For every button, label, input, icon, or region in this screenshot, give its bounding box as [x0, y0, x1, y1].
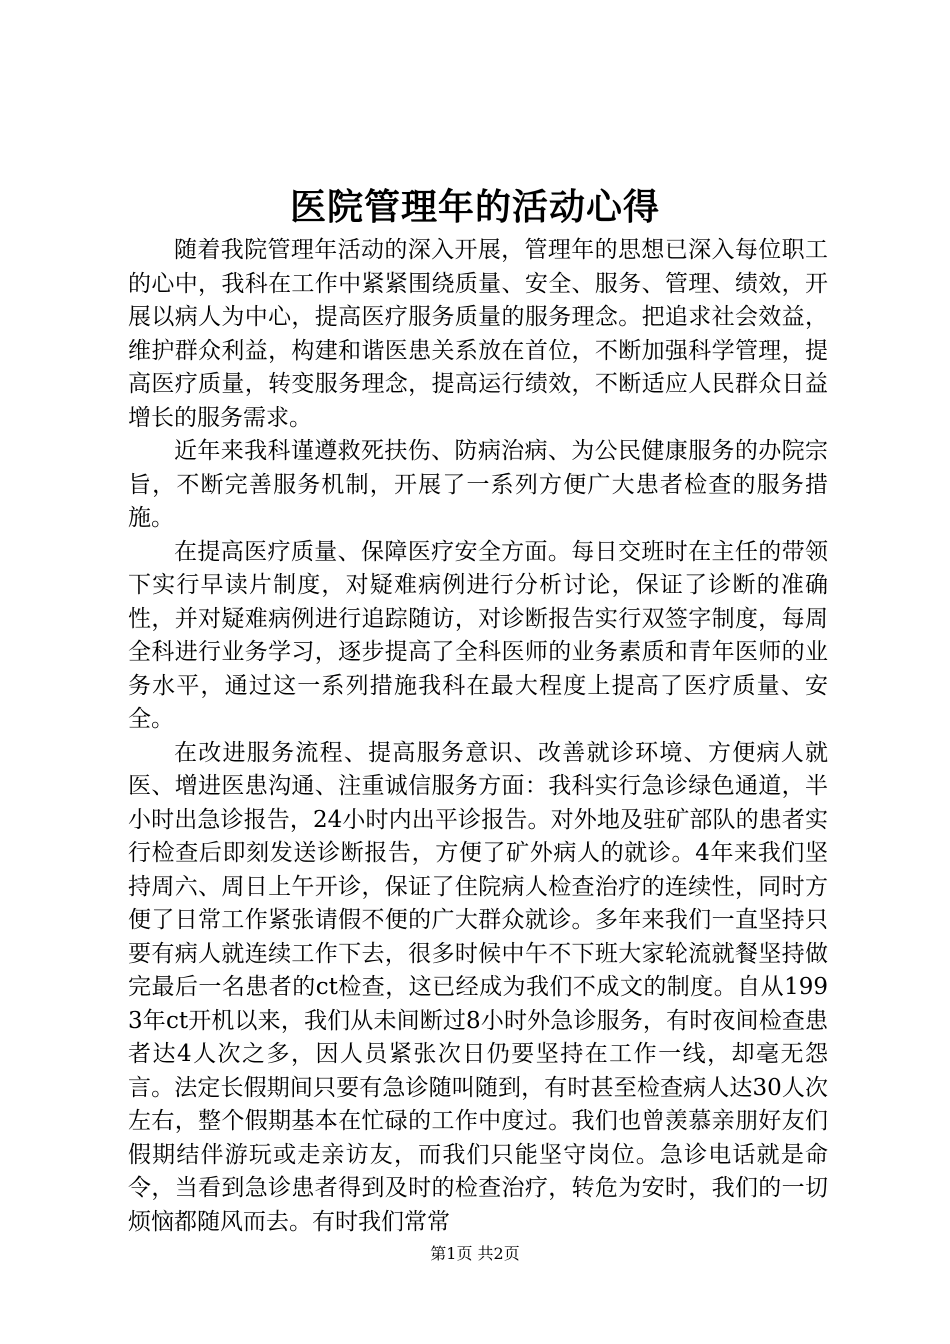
document-body	[128, 234, 828, 1239]
paragraph-mission: 近年来我科谨遵救死扶伤、防病治病、为公民健康服务的办院宗旨，不断完善服务机制，开展了一系列方便广大患者检查的服务措施。	[128, 438, 828, 531]
paragraph-service: 在改进服务流程、提高服务意识、改善就诊环境、方便病人就医、增进医患沟通、注重诚信服务方面：我科实行急诊绿色通道，半小时出急诊报告，24小时内出平诊报告。对外地及驻矿部队的患者实行检查后即刻发送诊断报告，方便了矿外病人的就诊。4年来我们坚持周六、周日上午开诊，保证了住院病人检查治疗的连续性，同时方便了日常工作紧张请假不便的广大群众就诊。多年来我们一直坚持只要有病人就连续工作下去，很多时候中午不下班大家轮流就餐坚持做完最后一名患者的ct检查，这已经成为我们不成文的制度。自从1993年ct开机以来，我们从未间断过8小时外急诊服务，有时夜间检查患者达4人次之多，因人员紧张次日仍要坚持在工作一线，却毫无怨言。法定长假期间只要有急诊随叫随到，有时甚至检查病人达30人次左右，整个假期基本在忙碌的工作中度过。我们也曾羡慕亲朋好友们假期结伴游玩或走亲访友，而我们只能坚守岗位。急诊电话就是命令，当看到急诊患者得到及时的检查治疗，转危为安时，我们的一切烦恼都随风而去。有时我们常常	[128, 739, 828, 1235]
page-footer: 第1页 共2页	[430, 1244, 520, 1263]
paragraph-intro: 随着我院管理年活动的深入开展，管理年的思想已深入每位职工的心中，我科在工作中紧紧围绕质量、安全、服务、管理、绩效，开展以病人为中心，提高医疗服务质量的服务理念。把追求社会效益，维护群众利益，构建和谐医患关系放在首位，不断加强科学管理，提高医疗质量，转变服务理念，提高运行绩效，不断适应人民群众日益增长的服务需求。	[128, 237, 828, 431]
paragraph-quality: 在提高医疗质量、保障医疗安全方面。每日交班时在主任的带领下实行早读片制度，对疑难病例进行分析讨论，保证了诊断的准确性，并对疑难病例进行追踪随访，对诊断报告实行双签字制度，每周全科进行业务学习，逐步提高了全科医师的业务素质和青年医师的业务水平，通过这一系列措施我科在最大程度上提高了医疗质量、安全。	[128, 538, 828, 732]
document-title: 医院管理年的活动心得	[289, 186, 660, 228]
